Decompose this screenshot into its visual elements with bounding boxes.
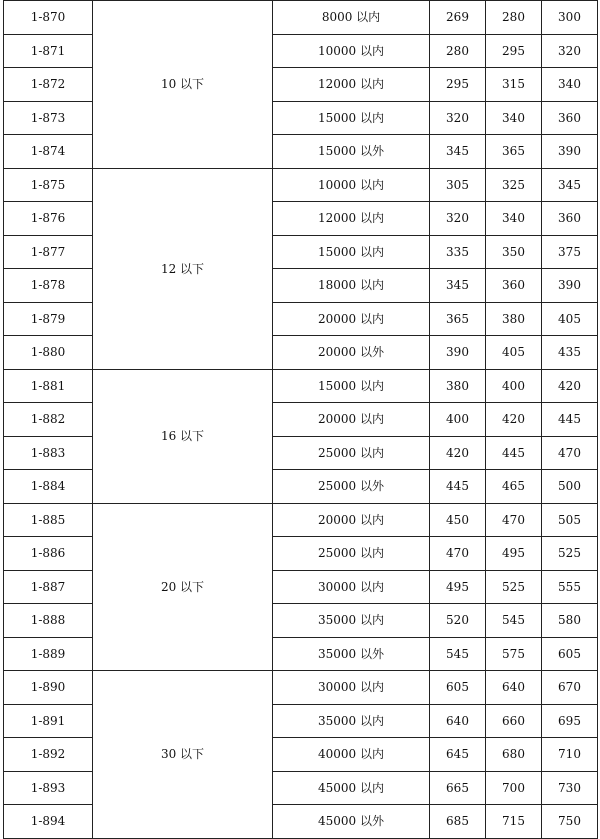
range-cell: 15000 以内 <box>273 235 430 269</box>
value-a-cell: 450 <box>430 503 486 537</box>
value-a-cell: 320 <box>430 101 486 135</box>
value-c-cell: 750 <box>542 805 598 839</box>
item-code-cell: 1-885 <box>4 503 93 537</box>
item-code-cell: 1-880 <box>4 336 93 370</box>
item-code-cell: 1-889 <box>4 637 93 671</box>
value-c-cell: 525 <box>542 537 598 571</box>
value-c-cell: 390 <box>542 269 598 303</box>
item-code-cell: 1-877 <box>4 235 93 269</box>
table-row <box>4 168 598 202</box>
item-code-cell: 1-894 <box>4 805 93 839</box>
item-code-cell: 1-873 <box>4 101 93 135</box>
range-cell: 18000 以内 <box>273 269 430 303</box>
item-code-cell: 1-893 <box>4 771 93 805</box>
value-c-cell: 730 <box>542 771 598 805</box>
value-b-cell: 575 <box>486 637 542 671</box>
value-a-cell: 305 <box>430 168 486 202</box>
range-cell: 10000 以内 <box>273 34 430 68</box>
value-a-cell: 345 <box>430 135 486 169</box>
range-cell: 45000 以外 <box>273 805 430 839</box>
item-code-cell: 1-891 <box>4 704 93 738</box>
value-a-cell: 295 <box>430 68 486 102</box>
value-a-cell: 320 <box>430 202 486 236</box>
value-c-cell: 345 <box>542 168 598 202</box>
value-b-cell: 350 <box>486 235 542 269</box>
value-b-cell: 700 <box>486 771 542 805</box>
value-a-cell: 335 <box>430 235 486 269</box>
value-b-cell: 640 <box>486 671 542 705</box>
value-c-cell: 445 <box>542 403 598 437</box>
range-cell: 30000 以内 <box>273 671 430 705</box>
value-c-cell: 580 <box>542 604 598 638</box>
value-b-cell: 545 <box>486 604 542 638</box>
value-a-cell: 390 <box>430 336 486 370</box>
item-code-cell: 1-871 <box>4 34 93 68</box>
item-code-cell: 1-878 <box>4 269 93 303</box>
range-cell: 25000 以内 <box>273 436 430 470</box>
value-a-cell: 645 <box>430 738 486 772</box>
value-a-cell: 665 <box>430 771 486 805</box>
group-label-cell: 12 以下 <box>93 168 273 369</box>
item-code-cell: 1-884 <box>4 470 93 504</box>
value-b-cell: 340 <box>486 101 542 135</box>
value-a-cell: 545 <box>430 637 486 671</box>
range-cell: 35000 以内 <box>273 604 430 638</box>
item-code-cell: 1-875 <box>4 168 93 202</box>
range-cell: 8000 以内 <box>273 1 430 35</box>
value-b-cell: 360 <box>486 269 542 303</box>
value-b-cell: 280 <box>486 1 542 35</box>
value-b-cell: 365 <box>486 135 542 169</box>
table-body <box>4 1 598 839</box>
item-code-cell: 1-876 <box>4 202 93 236</box>
value-b-cell: 400 <box>486 369 542 403</box>
value-c-cell: 340 <box>542 68 598 102</box>
value-b-cell: 405 <box>486 336 542 370</box>
value-b-cell: 715 <box>486 805 542 839</box>
item-code-cell: 1-881 <box>4 369 93 403</box>
value-c-cell: 470 <box>542 436 598 470</box>
value-b-cell: 420 <box>486 403 542 437</box>
value-a-cell: 420 <box>430 436 486 470</box>
value-c-cell: 390 <box>542 135 598 169</box>
value-b-cell: 315 <box>486 68 542 102</box>
value-a-cell: 640 <box>430 704 486 738</box>
value-b-cell: 680 <box>486 738 542 772</box>
value-c-cell: 435 <box>542 336 598 370</box>
range-cell: 30000 以内 <box>273 570 430 604</box>
group-label-cell: 10 以下 <box>93 1 273 169</box>
table-row <box>4 1 598 35</box>
range-cell: 12000 以内 <box>273 202 430 236</box>
value-a-cell: 445 <box>430 470 486 504</box>
value-a-cell: 605 <box>430 671 486 705</box>
value-c-cell: 695 <box>542 704 598 738</box>
range-cell: 20000 以内 <box>273 403 430 437</box>
value-c-cell: 505 <box>542 503 598 537</box>
range-cell: 35000 以外 <box>273 637 430 671</box>
item-code-cell: 1-870 <box>4 1 93 35</box>
value-c-cell: 360 <box>542 202 598 236</box>
range-cell: 20000 以内 <box>273 302 430 336</box>
item-code-cell: 1-890 <box>4 671 93 705</box>
value-b-cell: 340 <box>486 202 542 236</box>
range-cell: 15000 以外 <box>273 135 430 169</box>
value-c-cell: 375 <box>542 235 598 269</box>
value-c-cell: 300 <box>542 1 598 35</box>
value-b-cell: 495 <box>486 537 542 571</box>
value-b-cell: 325 <box>486 168 542 202</box>
value-b-cell: 525 <box>486 570 542 604</box>
group-label-cell: 30 以下 <box>93 671 273 839</box>
range-cell: 45000 以内 <box>273 771 430 805</box>
value-a-cell: 365 <box>430 302 486 336</box>
table-row <box>4 503 598 537</box>
value-a-cell: 400 <box>430 403 486 437</box>
value-b-cell: 465 <box>486 470 542 504</box>
group-label-cell: 20 以下 <box>93 503 273 671</box>
value-c-cell: 320 <box>542 34 598 68</box>
range-cell: 40000 以内 <box>273 738 430 772</box>
item-code-cell: 1-874 <box>4 135 93 169</box>
value-b-cell: 660 <box>486 704 542 738</box>
item-code-cell: 1-887 <box>4 570 93 604</box>
range-cell: 10000 以内 <box>273 168 430 202</box>
value-c-cell: 360 <box>542 101 598 135</box>
value-b-cell: 445 <box>486 436 542 470</box>
item-code-cell: 1-879 <box>4 302 93 336</box>
value-c-cell: 405 <box>542 302 598 336</box>
value-a-cell: 345 <box>430 269 486 303</box>
table-row <box>4 671 598 705</box>
value-a-cell: 495 <box>430 570 486 604</box>
item-code-cell: 1-888 <box>4 604 93 638</box>
item-code-cell: 1-872 <box>4 68 93 102</box>
value-c-cell: 605 <box>542 637 598 671</box>
value-a-cell: 269 <box>430 1 486 35</box>
range-cell: 35000 以内 <box>273 704 430 738</box>
range-cell: 25000 以外 <box>273 470 430 504</box>
range-cell: 25000 以内 <box>273 537 430 571</box>
value-a-cell: 380 <box>430 369 486 403</box>
value-b-cell: 380 <box>486 302 542 336</box>
range-cell: 15000 以内 <box>273 369 430 403</box>
value-c-cell: 710 <box>542 738 598 772</box>
group-label-cell: 16 以下 <box>93 369 273 503</box>
item-code-cell: 1-882 <box>4 403 93 437</box>
value-c-cell: 420 <box>542 369 598 403</box>
value-a-cell: 280 <box>430 34 486 68</box>
quota-table <box>3 0 598 839</box>
value-a-cell: 520 <box>430 604 486 638</box>
value-b-cell: 295 <box>486 34 542 68</box>
range-cell: 12000 以内 <box>273 68 430 102</box>
value-b-cell: 470 <box>486 503 542 537</box>
table-row <box>4 369 598 403</box>
item-code-cell: 1-886 <box>4 537 93 571</box>
range-cell: 15000 以内 <box>273 101 430 135</box>
value-a-cell: 470 <box>430 537 486 571</box>
item-code-cell: 1-883 <box>4 436 93 470</box>
value-c-cell: 555 <box>542 570 598 604</box>
value-c-cell: 670 <box>542 671 598 705</box>
value-c-cell: 500 <box>542 470 598 504</box>
value-a-cell: 685 <box>430 805 486 839</box>
range-cell: 20000 以内 <box>273 503 430 537</box>
range-cell: 20000 以外 <box>273 336 430 370</box>
item-code-cell: 1-892 <box>4 738 93 772</box>
